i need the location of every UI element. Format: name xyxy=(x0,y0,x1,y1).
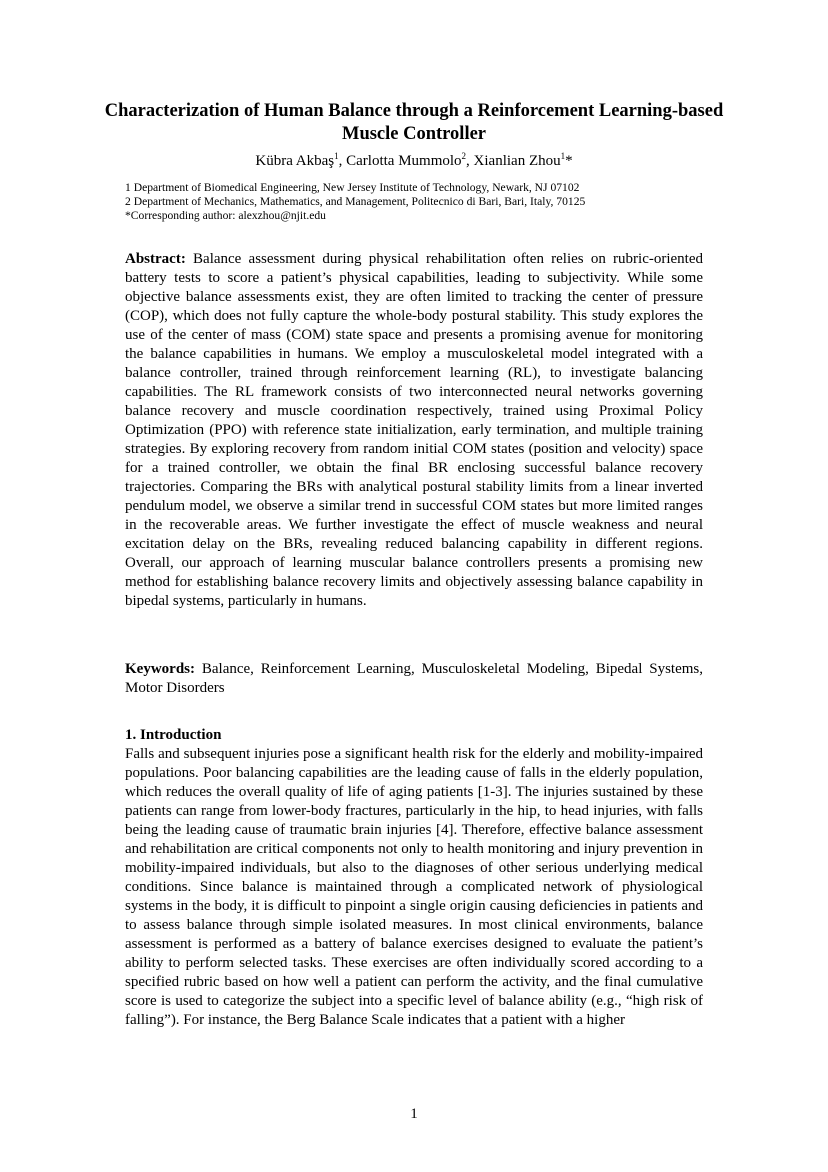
corresponding-author: *Corresponding author: alexzhou@njit.edu xyxy=(125,209,326,222)
affiliations xyxy=(125,181,585,223)
affiliation-2: 2 Department of Mechanics, Mathematics, and Management, Politecnico di Bari, Bari, Italy, 70125 xyxy=(125,195,586,208)
abstract-text: Balance assessment during physical rehabilitation often relies on rubric-oriented battery tests to score a patient’s physical capabilities, leading to subjectivity. While some objective balance assessments exist, they are often limited to tracking the center of pressure (COP), which does not fully capture the whole-body postural stability. This study explores the use of the center of mass (COM) state space and presents a promising avenue for monitoring the balance capabilities in humans. We employ a musculoskeletal model integrated with a balance controller, trained through reinforcement learning (RL), to investigate balancing capabilities. The RL framework consists of two interconnected neural networks governing balance recovery and muscle coordination respectively, trained using Proximal Policy Optimization (PPO) with reference state initialization, early termination, and multiple training strategies. By exploring recovery from random initial COM states (position and velocity) space for a trained controller, we obtain the final BR enclosing successful balance recovery trajectories. Comparing the BRs with analytical postural stability limits from a linear inverted pendulum model, we observe a similar trend in successful COM states but more limited ranges in the recoverable areas. We further investigate the effect of muscle weakness and neural excitation delay on the BRs, revealing reduced balancing capability in different regions. Overall, our approach of learning muscular balance controllers presents a promising new method for establishing balance recovery limits and objectively assessing balance capability in bipedal systems, particularly in humans. xyxy=(125,251,703,609)
section-heading: 1. Introduction xyxy=(125,727,222,743)
keywords xyxy=(125,660,703,698)
page-number: 1 xyxy=(410,1106,418,1122)
author-affiliation-mark: 2 xyxy=(461,151,467,161)
author-affiliation-mark: 1 xyxy=(334,151,339,161)
abstract-label: Abstract: xyxy=(125,251,186,267)
author-affiliation-mark: 1 xyxy=(560,151,566,161)
author-name: Kübra Akbaş xyxy=(255,153,335,169)
author-separator: , xyxy=(338,153,347,169)
affiliation-1: 1 Department of Biomedical Engineering, New Jersey Institute of Technology, Newark, NJ 07102 xyxy=(125,181,580,194)
author-name: Xianlian Zhou xyxy=(473,153,561,169)
keywords-text: Balance, Reinforcement Learning, Musculoskeletal Modeling, Bipedal Systems, Motor Disorders xyxy=(125,661,703,696)
author-separator: , xyxy=(466,153,474,169)
keywords-label: Keywords: xyxy=(125,661,195,677)
author-name: Carlotta Mummolo xyxy=(346,153,462,169)
paper-title: Characterization of Human Balance through a Reinforcement Learning-based Muscle Controller xyxy=(104,101,724,144)
author-list xyxy=(100,151,728,171)
abstract xyxy=(125,250,703,611)
corresponding-mark: * xyxy=(565,153,573,169)
introduction-text: Falls and subsequent injuries pose a significant health risk for the elderly and mobility-impaired populations. Poor balancing capabilities are the leading cause of falls in the elderly population, which reduces the overall quality of life of aging patients [1-3]. The injuries sustained by these patients can range from lower-body fractures, particularly in the hip, to head injuries, with falls being the leading cause of traumatic brain injuries [4]. Therefore, effective balance assessment and rehabilitation are critical components not only to health monitoring and injury prevention in mobility-impaired individuals, but also to the diagnoses of other serious underlying medical conditions. Since balance is maintained through a complicated network of physiological systems in the body, it is difficult to pinpoint a single origin causing deficiencies in patients and to assess balance through simple isolated measures. In most clinical environments, balance assessment is performed as a battery of balance exercises designed to evaluate the patient’s ability to perform selected tasks. These exercises are often individually scored according to a specified rubric based on how well a patient can perform the activity, and the final cumulative score is used to categorize the subject into a specific level of balance ability (e.g., “high risk of falling”). For instance, the Berg Balance Scale indicates that a patient with a higher xyxy=(125,746,703,1028)
